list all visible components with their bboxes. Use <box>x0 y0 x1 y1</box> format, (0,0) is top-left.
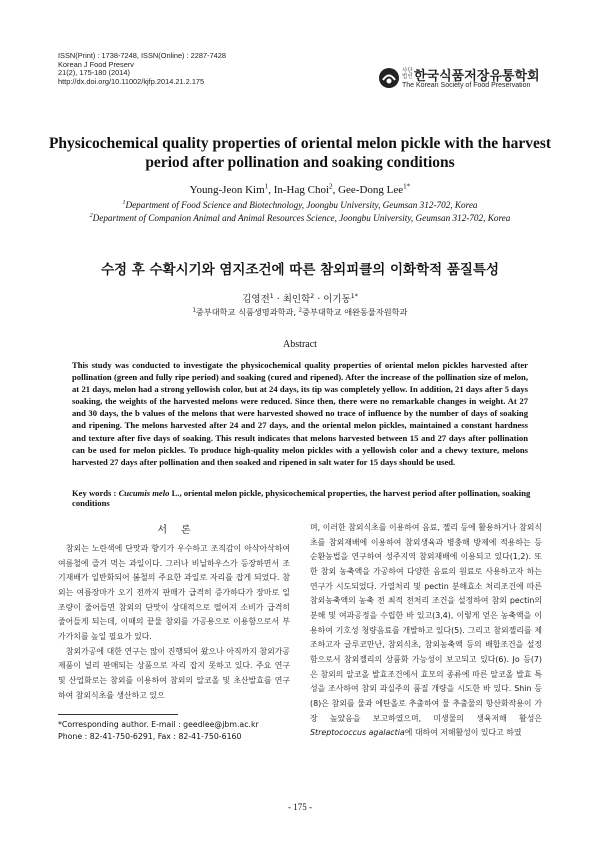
affiliation-sup: 2 <box>89 212 93 219</box>
affiliation-text: 중부대학교 식품생명과학과 <box>195 307 294 317</box>
affiliation-text: Department of Companion Animal and Animal Resources Science, Joongbu University, Geumsan 312-702, Korea <box>92 213 511 223</box>
society-emblem-icon <box>378 67 400 89</box>
society-name-en: The Korean Society of Food Preservation <box>402 82 531 89</box>
footnote-phone: Phone : 82-41-750-6291, Fax : 82-41-750-6160 <box>58 732 242 741</box>
author-separator: · <box>273 294 283 305</box>
affiliation-sup: 2 <box>298 307 303 314</box>
author-sup: 1* <box>350 292 358 300</box>
author-sup: 2 <box>329 182 333 191</box>
keyword-italic: Cucumis melo <box>118 488 170 498</box>
paper-title-en: Physicochemical quality properties of oriental melon pickle with the harvest period after pollination and soaking conditions <box>48 135 552 171</box>
body-paragraph <box>310 521 542 741</box>
paper-title-kr: 수정 후 수확시기와 염지조건에 따른 참외피클의 이화학적 품질특성 <box>100 262 500 278</box>
body-text: 며, 이러한 참외식초를 이용하여 음료, 젤리 등에 활용하거나 참외식초를 참외재배에 이용하여 참외생육과 병충해 방제에 적용하는 등 순환농법을 연구하여 성주지역 참외재배에 이용되고 있다(1,2). 또한 참외 농축액을 가공하여 다양한 음료의 원료로 사용하고자 하는 연구가 시도되었다. 가열처리 및 pectin 분해효소 처리조건에 따른 참외농축액의 농축 전 최적 전처리 조건을 설정하여 참외 pectin의 분해 및 여과공정을 수립한 바 있고(3,4), 이렇게 얻은 농축액을 이용하여 기호성 청량음료를 개발하고 있다(5). 그리고 참외젤리를 제조하고자 글루코만난, 참외식초, 참외농축액 등의 배합조건을 설정함으로서 참외젤리의 상품화 가능성이 보고되고 있다(6). Jo 등(7)은 참외의 알코올 발효조건에서 효모의 종류에 따른 알코올 발효 특성을 조사하여 참외 과실주의 품질 개량을 시도한 바 있다. Shin 등(8)은 참외를 물과 에탄올로 추출하여 물 추출물의 항산화작용이 가장 높았음을 보고하였으며, 미생물의 생육저해 활성은 <box>310 523 542 723</box>
author-sup: 1* <box>403 182 411 191</box>
page-number: - 175 - <box>288 802 312 812</box>
doi-link[interactable]: http://dx.doi.org/10.11002/kjfp.2014.21.2.175 <box>58 76 205 86</box>
section-heading-introduction: 서론 <box>157 525 205 536</box>
abstract-text: This study was conducted to investigate the physicochemical quality properties of oriental melon pickles harvested after pollination (green and fully ripe period) and soaking (cured and ripened). After the increase of the pollination size of melon, at 21 days, melon had a strong yellowish color, but at 24 days, its tip was completely yellow. In addition, 21 days after 5 days soaking, the weights of the harvested melons were reduced. Since then, there were no remarkable changes in weight. At 27 and 30 days, the b values of the melons that were harvested showed no trace of influence by the number of days of soaking and ripening. The melons harvested after 24 and 27 days, and the oriental melon pickles, maintained a constant hardness and texture after five days of soaking. This result indicates that melons harvested between 15 and 27 days after pollination can be used for melon pickles. To produce high-quality melon pickles with a yellowish color and a chewy texture, melons harvested 27 days after pollination and then soaked and ripened in salt water for 15 days should be used. <box>72 360 528 467</box>
author-sup: 1 <box>269 292 274 300</box>
affiliations-en <box>40 199 560 225</box>
affiliation-text: 중부대학교 애완동물자원학과 <box>302 307 408 317</box>
affiliation-sup: 1 <box>122 199 126 206</box>
keywords <box>72 488 542 508</box>
author-name: Young-Jeon Kim <box>189 184 265 196</box>
species-name: Streptococcus agalactia <box>310 728 405 738</box>
society-type-label: 사단 법인 <box>402 68 413 80</box>
footnote-divider <box>58 714 178 715</box>
author-name: 이기동 <box>323 294 351 305</box>
journal-name: Korean J Food Preserv <box>58 59 134 69</box>
affiliation-line <box>40 199 560 212</box>
abstract-heading: Abstract <box>283 339 317 350</box>
body-column-left <box>58 542 290 703</box>
keywords-label: Key words : <box>72 488 117 498</box>
footnote-email: *Corresponding author. E-mail : geedlee@jbm.ac.kr <box>58 720 259 729</box>
volume-line: 21(2), 175-180 (2014) <box>58 68 130 78</box>
affiliation-sup: 1 <box>192 307 196 314</box>
authors-kr <box>40 291 560 305</box>
body-paragraph: 참외는 노란색에 단맛과 향기가 우수하고 조직감이 아삭아삭하여 여름철에 즐겨 먹는 과일이다. 그러나 비닐하우스가 등장하면서 조기재배가 일반화되어 봄철의 주요한 과일로 자리를 잡게 되었다. 참외는 여름장마가 오기 전까지 판매가 급격히 증가하다가 장마로 일조량이 줄어들면 참외의 단맛이 상대적으로 떨어져 소비가 급격히 줄어들게 되는데, 이때의 끝물 참외를 가공용으로 이용함으로서 부가가치를 높일 필요가 있다. <box>58 544 290 641</box>
affiliations-kr <box>40 307 560 318</box>
body-paragraph: 참외가공에 대한 연구는 많이 진행되어 왔으나 아직까지 참외가공제품이 널리 판매되는 상품으로 자리 잡지 못하고 있다. 주요 연구 및 산업화로는 참외를 이용하여 참외의 알코올 및 초산발효를 연구하여 참외식초를 생산하고 있으 <box>58 646 290 700</box>
author-name: 김영전 <box>242 294 270 305</box>
corresponding-author-footnote <box>58 719 298 743</box>
keywords-list: L., oriental melon pickle, physicochemical properties, the harvest period after pollination, soaking conditions <box>72 488 531 508</box>
affiliation-text: Department of Food Science and Biotechnology, Joongbu University, Geumsan 312-702, Korea <box>125 200 478 210</box>
author-name: Gee-Dong Lee <box>338 184 404 196</box>
journal-metadata <box>58 52 226 86</box>
author-name: 최인학 <box>282 294 311 305</box>
body-column-right <box>310 521 542 741</box>
society-logo <box>378 64 548 92</box>
authors-en <box>40 184 560 196</box>
author-separator: · <box>314 294 324 305</box>
author-sup: 2 <box>310 292 315 300</box>
affiliation-separator: , <box>293 307 299 317</box>
society-name-kr: 한국식품저장유통학회 <box>414 69 540 84</box>
body-text: 에 대하여 저해활성이 있다고 하였 <box>404 728 522 738</box>
author-name: In-Hag Choi <box>273 184 330 196</box>
affiliation-line <box>40 212 560 225</box>
author-separator: , <box>268 184 274 196</box>
author-sup: 1 <box>264 182 269 191</box>
issn-line: ISSN(Print) : 1738-7248, ISSN(Online) : 2287-7428 <box>58 51 227 60</box>
author-separator: , <box>332 184 339 196</box>
